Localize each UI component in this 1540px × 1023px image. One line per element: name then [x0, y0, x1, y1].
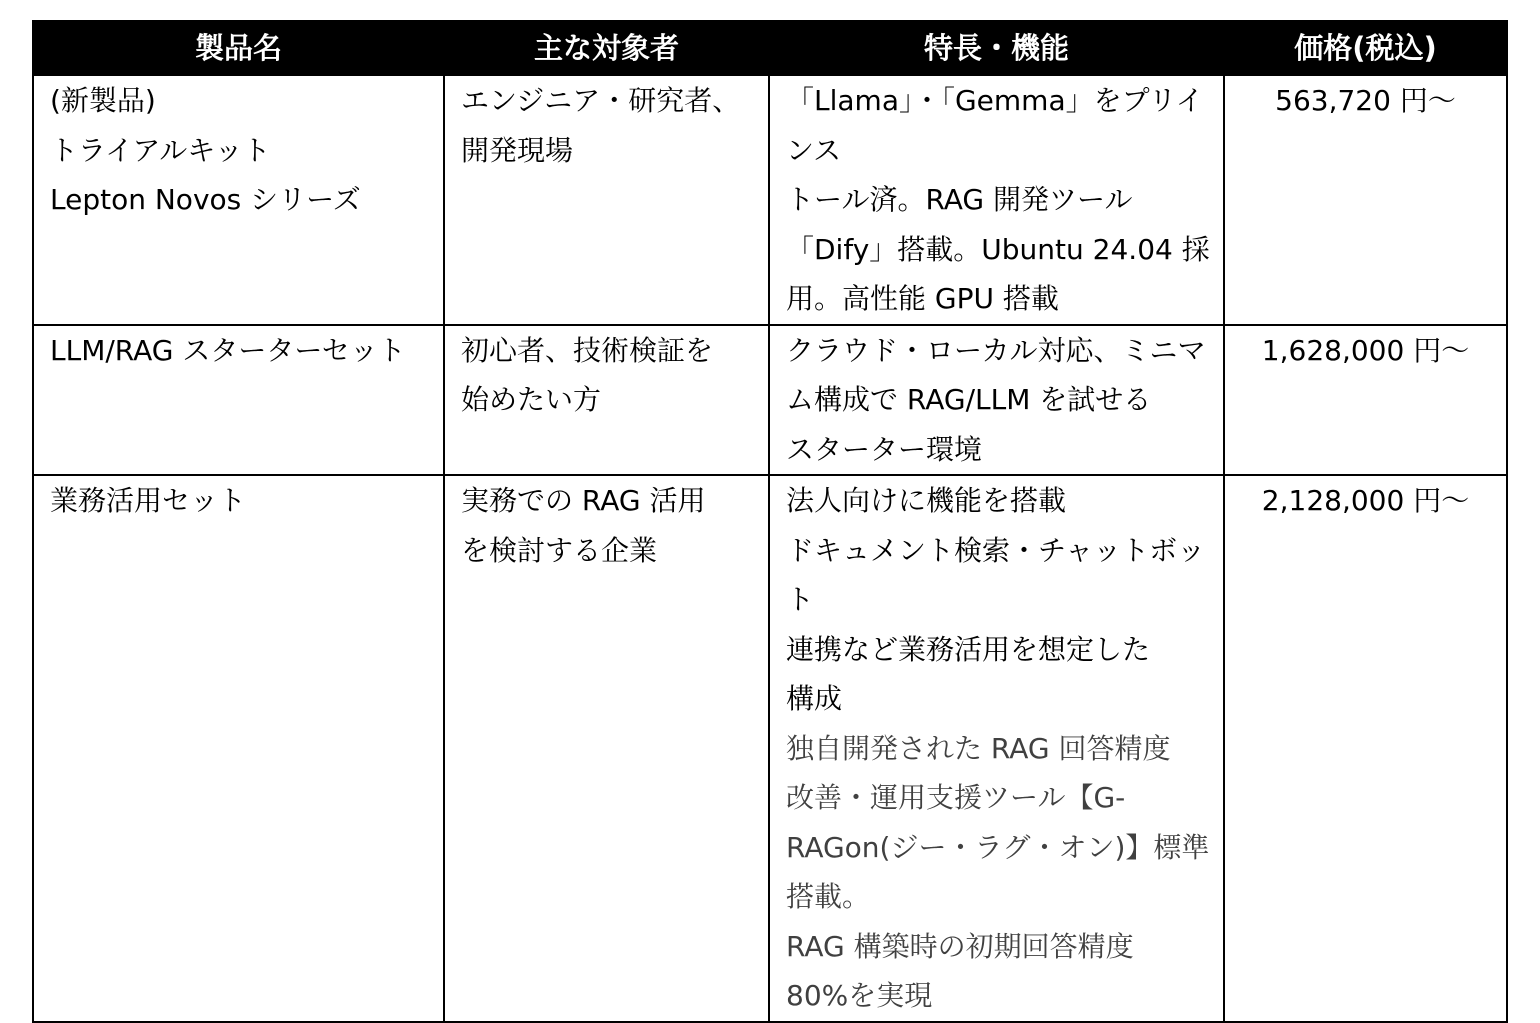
target-line: エンジニア・研究者、 [461, 84, 741, 117]
price-cell: 2,128,000 円〜 [1224, 475, 1507, 1022]
target-line: 実務での RAG 活用 [461, 484, 706, 517]
target-audience-cell [444, 475, 769, 1022]
target-line: を検討する企業 [461, 533, 658, 567]
product-table-container [32, 20, 1506, 1023]
feature-line-muted: 改善・運用支援ツール【G- [786, 781, 1126, 814]
product-name-cell [33, 75, 444, 325]
header-price: 価格(税込) [1224, 21, 1507, 75]
header-target-audience: 主な対象者 [444, 21, 769, 75]
header-product-name: 製品名 [33, 21, 444, 75]
feature-line: スターター環境 [786, 432, 983, 466]
feature-line: クラウド・ローカル対応、ミニマ [786, 333, 1206, 367]
feature-line: 「Dify」搭載。Ubuntu 24.04 採 [786, 232, 1210, 266]
target-line: 開発現場 [461, 133, 574, 167]
feature-line-muted: 独自開発された RAG 回答精度 [786, 731, 1171, 765]
product-comparison-table [32, 20, 1508, 1023]
feature-line: 「Llama」・「Gemma」をプリインス [786, 84, 1204, 167]
product-name-line: トライアルキット [50, 133, 271, 167]
product-name-cell [33, 475, 444, 1022]
target-line: 初心者、技術検証を [461, 333, 714, 367]
product-name-line: Lepton Novos シリーズ [50, 183, 361, 216]
target-line: 始めたい方 [461, 383, 602, 416]
target-audience-cell [444, 75, 769, 325]
product-name-line: 業務活用セット [50, 484, 247, 517]
table-row [33, 325, 1507, 476]
feature-line-muted: RAGon(ジー・ラグ・オン)】標準 [786, 830, 1210, 864]
feature-line-muted: 搭載。 [786, 880, 871, 913]
feature-line-muted: RAG 構築時の初期回答精度 [786, 929, 1134, 963]
features-cell [769, 75, 1224, 325]
product-name-line: (新製品) [50, 84, 156, 117]
price-cell: 1,628,000 円〜 [1224, 325, 1507, 476]
table-row [33, 75, 1507, 325]
table-row [33, 475, 1507, 1022]
feature-line: 用。高性能 GPU 搭載 [786, 282, 1059, 315]
header-features: 特長・機能 [769, 21, 1224, 75]
feature-line: 連携など業務活用を想定した [786, 632, 1151, 666]
table-header-row [33, 21, 1507, 75]
feature-line: 構成 [786, 682, 843, 715]
feature-line: ム構成で RAG/LLM を試せる [786, 383, 1152, 416]
features-cell [769, 325, 1224, 476]
price-cell: 563,720 円〜 [1224, 75, 1507, 325]
features-cell [769, 475, 1224, 1022]
product-name-cell [33, 325, 444, 476]
feature-line-muted: 80%を実現 [786, 979, 933, 1012]
feature-line: トール済。RAG 開発ツール [786, 183, 1133, 216]
product-name-line: LLM/RAG スターターセット [50, 333, 406, 367]
feature-line: 法人向けに機能を搭載 [786, 484, 1067, 517]
target-audience-cell [444, 325, 769, 476]
feature-line: ドキュメント検索・チャットボット [786, 533, 1206, 616]
